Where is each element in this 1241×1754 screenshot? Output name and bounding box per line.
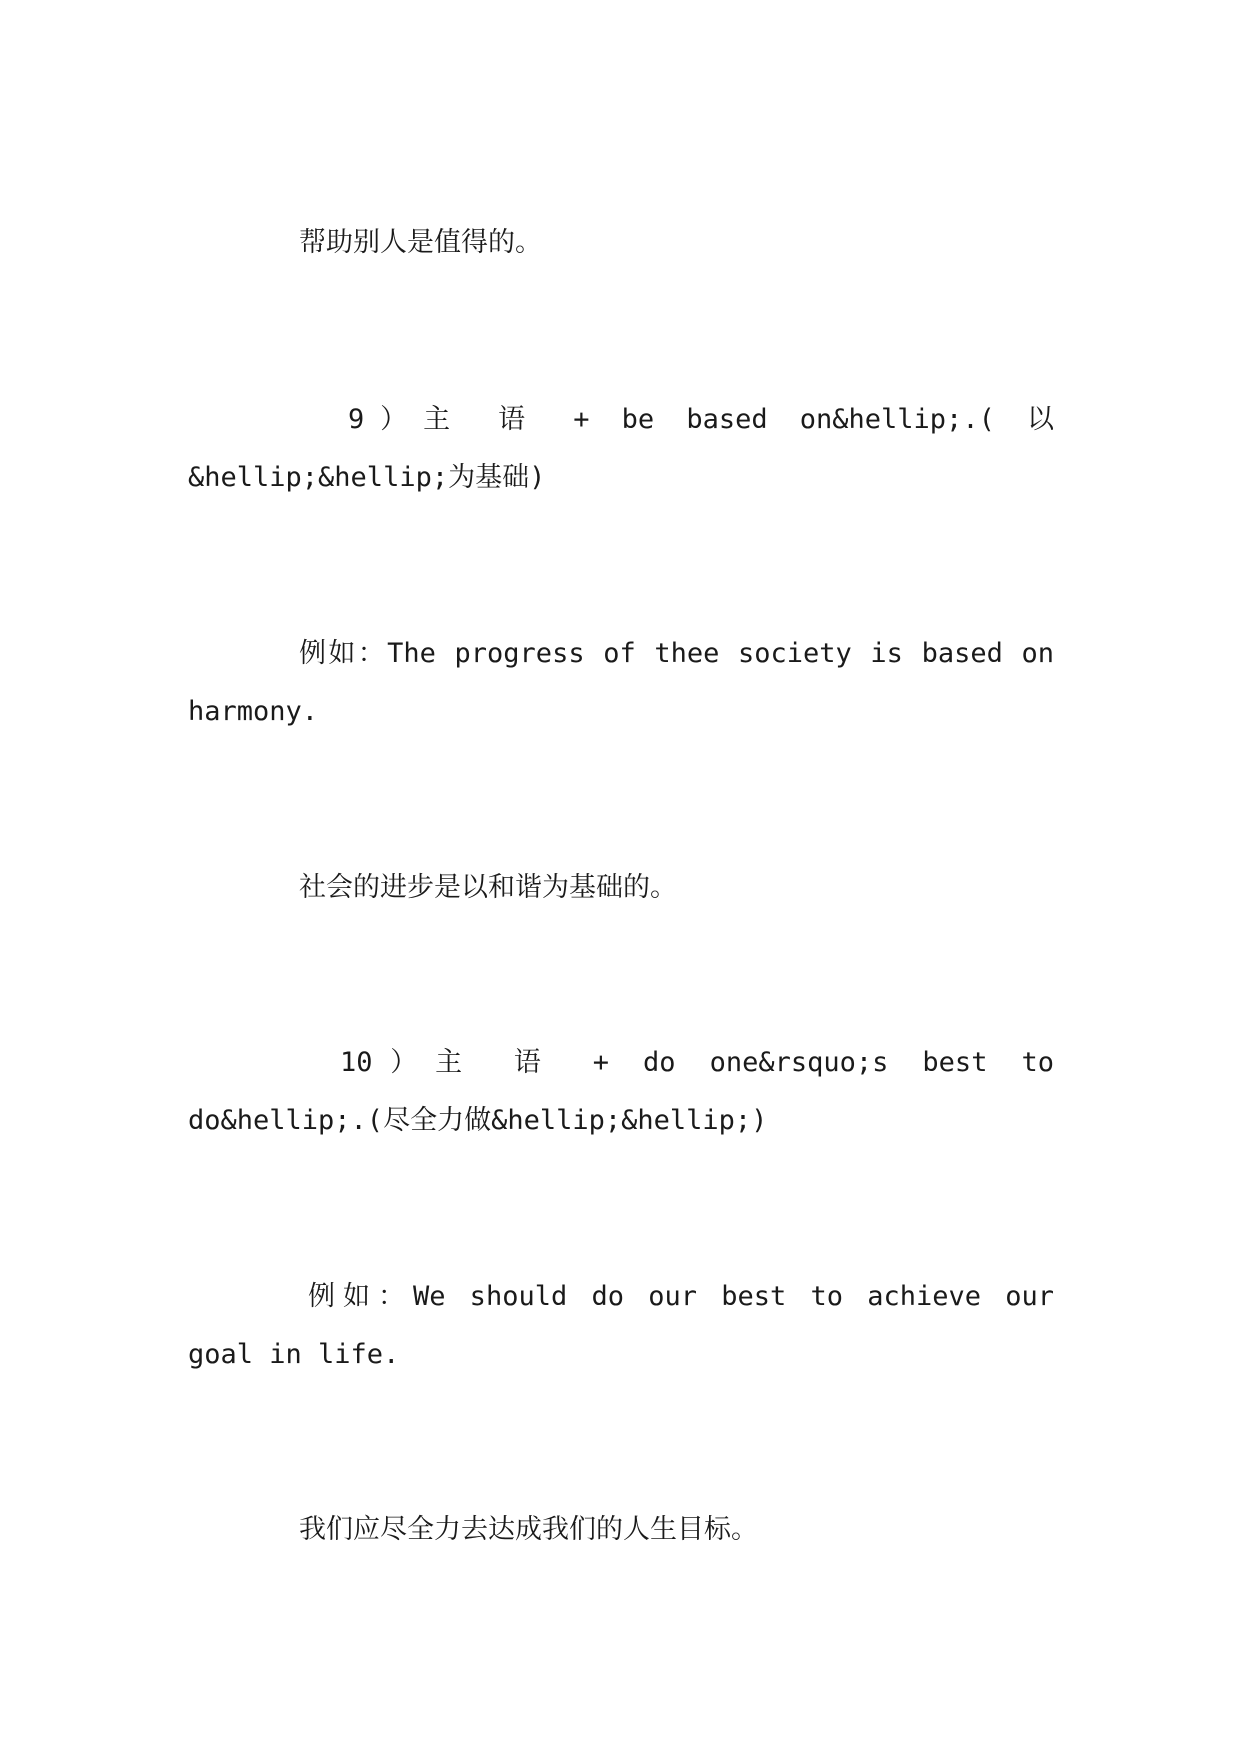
paragraph-example-9	[188, 625, 1054, 741]
paragraph-translation-1	[188, 214, 1054, 272]
paragraph-line: 10）主 语 + do one&rsquo;s best to	[340, 1047, 1054, 1078]
paragraph-line: 我们应尽全力去达成我们的人生目标。	[299, 1514, 758, 1545]
paragraph-line: goal in life.	[188, 1339, 400, 1370]
paragraph-translation-9	[188, 859, 1054, 917]
paragraph-line: &hellip;&hellip;为基础)	[188, 462, 546, 493]
paragraph-line: 例如：We should do our best to achieve our	[308, 1281, 1054, 1312]
paragraph-line: 例如：The progress of thee society is based on	[299, 638, 1054, 669]
paragraph-pattern-9	[188, 391, 1054, 507]
paragraph-line: harmony.	[188, 696, 319, 727]
paragraph-example-10	[188, 1268, 1054, 1384]
paragraph-line: 社会的进步是以和谐为基础的。	[299, 872, 677, 903]
paragraph-line: 帮助别人是值得的。	[299, 227, 542, 258]
paragraph-pattern-10	[188, 1034, 1054, 1150]
paragraph-line: do&hellip;.(尽全力做&hellip;&hellip;)	[188, 1105, 768, 1136]
paragraph-line: 9）主 语 + be based on&hellip;.( 以	[348, 404, 1054, 435]
paragraph-translation-10	[188, 1501, 1054, 1559]
